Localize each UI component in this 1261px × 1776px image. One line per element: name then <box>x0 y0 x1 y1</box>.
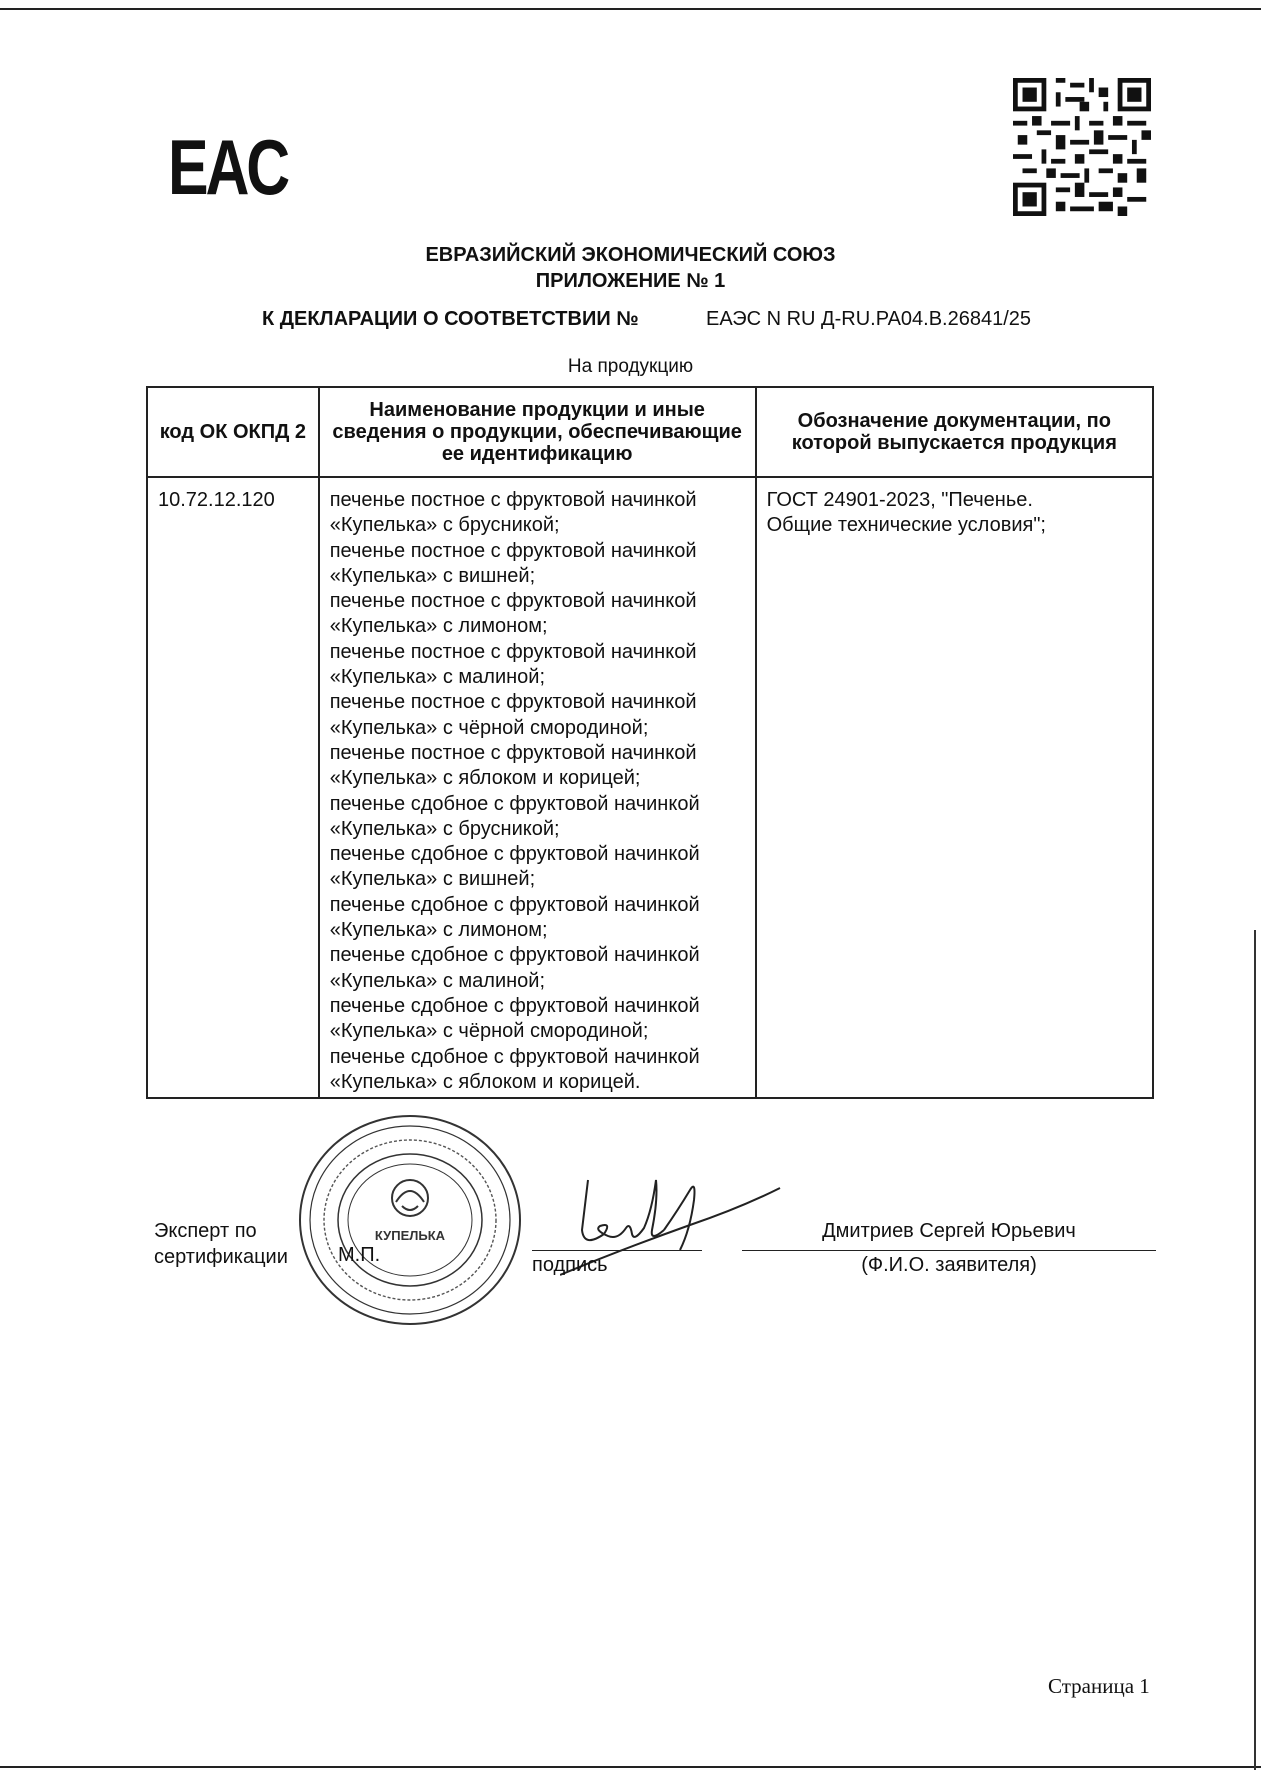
seal-place-label: М.П. <box>338 1244 381 1266</box>
doc-line: ГОСТ 24901-2023, "Печенье. <box>766 489 1033 511</box>
signature-line <box>532 1250 702 1251</box>
product-line: печенье постное с фруктовой начинкой <box>329 539 697 562</box>
expert-line-1: Эксперт по <box>154 1220 257 1242</box>
cell-doc <box>756 477 1153 1098</box>
product-line: печенье постное с фруктовой начинкой <box>329 691 697 714</box>
product-line: печенье сдобное с фруктовой начинкой <box>329 944 700 967</box>
product-line: «Купелька» с брусникой; <box>329 514 560 537</box>
product-line: «Купелька» с чёрной смородиной; <box>329 1020 649 1043</box>
appendix-title: ПРИЛОЖЕНИЕ № 1 <box>535 270 726 292</box>
top-border-line <box>0 8 1261 10</box>
product-line: «Купелька» с брусникой; <box>329 817 560 840</box>
bottom-border-line <box>0 1766 1261 1768</box>
expert-line-2: сертификации <box>154 1246 288 1268</box>
cell-code <box>147 477 319 1098</box>
product-line: печенье постное с фруктовой начинкой <box>329 741 697 764</box>
union-title: ЕВРАЗИЙСКИЙ ЭКОНОМИЧЕСКИЙ СОЮЗ <box>425 244 836 266</box>
cell-products <box>319 477 756 1098</box>
table-header-row <box>147 387 1153 477</box>
product-line: печенье сдобное с фруктовой начинкой <box>329 893 700 916</box>
product-line: «Купелька» с лимоном; <box>329 615 548 638</box>
product-line: «Купелька» с яблоком и корицей. <box>329 1070 641 1093</box>
product-line: «Купелька» с лимоном; <box>329 919 548 942</box>
product-line: печенье сдобное с фруктовой начинкой <box>329 994 700 1017</box>
product-line: «Купелька» с малиной; <box>329 969 546 992</box>
header-code: код ОК ОКПД 2 <box>147 387 319 477</box>
declaration-label: К ДЕКЛАРАЦИИ О СООТВЕТСТВИИ № <box>262 308 639 330</box>
company-stamp <box>296 1110 524 1330</box>
product-line: печенье сдобное с фруктовой начинкой <box>329 843 700 866</box>
expert-label <box>154 1218 288 1270</box>
right-border-line <box>1254 930 1256 1770</box>
product-line: «Купелька» с малиной; <box>329 666 546 689</box>
product-table <box>146 386 1154 1099</box>
table-row <box>147 477 1153 1098</box>
product-line: «Купелька» с вишней; <box>329 564 536 587</box>
applicant-name: Дмитриев Сергей Юрьевич <box>822 1220 1076 1242</box>
page-number: Страница 1 <box>1048 1674 1150 1698</box>
header-name: Наименование продукции и иные сведения о продукции, обеспечивающие ее идентификацию <box>319 387 756 477</box>
okpd-code: 10.72.12.120 <box>158 489 275 511</box>
declaration-number: ЕАЭС N RU Д-RU.PA04.B.26841/25 <box>706 308 1032 330</box>
product-line: «Купелька» с яблоком и корицей; <box>329 767 641 790</box>
doc-line: Общие технические условия"; <box>766 514 1046 537</box>
product-line: печенье постное с фруктовой начинкой <box>329 489 697 511</box>
for-product-label: На продукцию <box>567 356 694 377</box>
qr-code-icon <box>1010 78 1154 216</box>
signature-caption: подпись <box>532 1254 608 1276</box>
stamp-text: КУПЕЛЬКА <box>374 1228 446 1243</box>
product-line: печенье постное с фруктовой начинкой <box>329 640 697 663</box>
product-line: печенье постное с фруктовой начинкой <box>329 590 697 613</box>
product-line: «Купелька» с вишней; <box>329 868 536 891</box>
product-line: печенье сдобное с фруктовой начинкой <box>329 792 700 815</box>
product-line: печенье сдобное с фруктовой начинкой <box>329 1045 700 1068</box>
header-doc: Обозначение документации, по которой выпускается продукция <box>756 387 1153 477</box>
applicant-name-caption: (Ф.И.О. заявителя) <box>861 1254 1037 1276</box>
eac-logo: EAC <box>168 123 288 211</box>
name-line <box>742 1250 1156 1251</box>
product-line: «Купелька» с чёрной смородиной; <box>329 716 649 739</box>
